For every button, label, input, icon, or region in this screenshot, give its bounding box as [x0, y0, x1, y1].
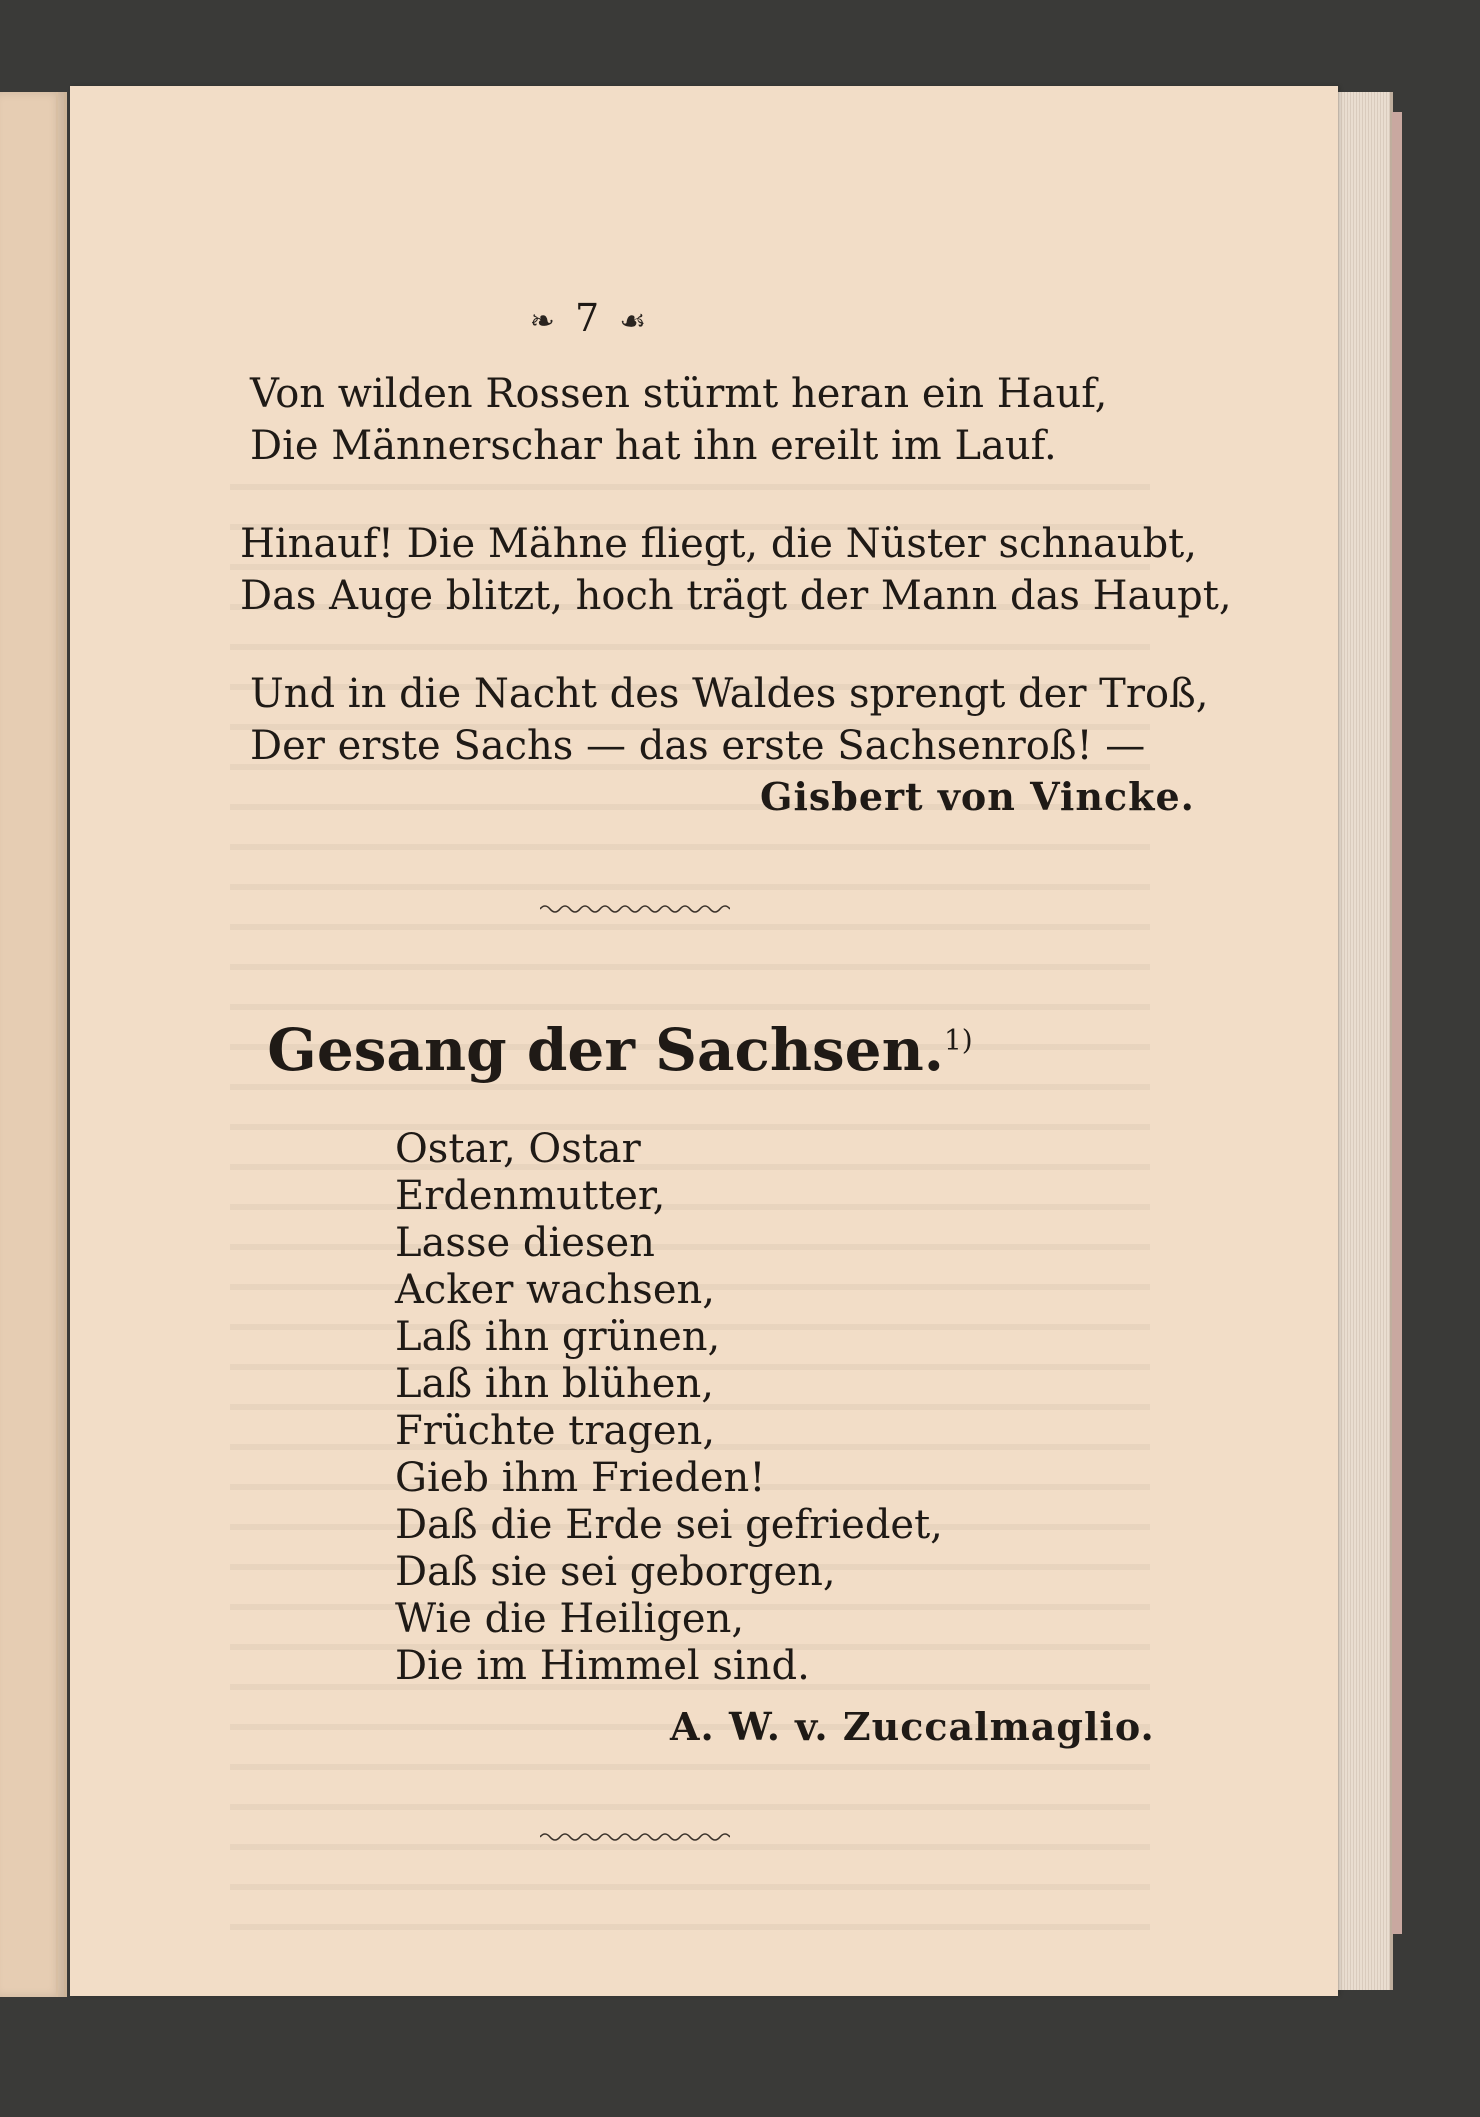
poem-line: Von wilden Rossen stürmt heran ein Hauf, [250, 371, 1108, 417]
book-page [70, 86, 1338, 1996]
song-line: Erdenmutter, [395, 1173, 666, 1219]
song-line: Daß sie sei geborgen, [395, 1549, 836, 1595]
poem-line: Das Auge blitzt, hoch trägt der Mann das Haupt, [240, 573, 1232, 619]
song-line: Laß ihn blühen, [395, 1361, 714, 1407]
page-stack-edge [1336, 92, 1393, 1990]
poem-stanza-1 [250, 368, 1107, 472]
song-line: Daß die Erde sei gefriedet, [395, 1502, 943, 1548]
left-ornament-icon: ❧ [529, 304, 559, 339]
page-header [70, 296, 1110, 340]
poem-line: Und in die Nacht des Waldes sprengt der Troß, [250, 671, 1209, 717]
song-author-signature: A. W. v. Zuccalmaglio. [670, 1704, 1155, 1749]
poem-line: Hinauf! Die Mähne fliegt, die Nüster schnaubt, [240, 521, 1197, 567]
song-title-text: Gesang der Sachsen. [267, 1016, 944, 1084]
page-number: 7 [575, 296, 604, 340]
song-line: Wie die Heiligen, [395, 1596, 745, 1642]
song-line: Gieb ihm Frieden! [395, 1455, 766, 1501]
song-line: Acker wachsen, [395, 1267, 715, 1313]
song-line: Laß ihn grünen, [395, 1314, 721, 1360]
poem-stanza-2 [240, 518, 1232, 622]
song-line: Die im Himmel sind. [395, 1643, 810, 1689]
poem-line: Der erste Sachs — das erste Sachsenroß! — [250, 723, 1146, 769]
poem-author-signature: Gisbert von Vincke. [760, 774, 1195, 819]
right-ornament-icon: ☙ [619, 304, 651, 339]
left-page-edge [0, 92, 67, 1997]
poem-line: Die Männerschar hat ihn ereilt im Lauf. [250, 423, 1057, 469]
song-text [395, 1126, 943, 1690]
wavy-divider-2 [540, 1830, 730, 1844]
song-line: Ostar, Ostar [395, 1126, 641, 1172]
wavy-divider-1 [540, 902, 730, 916]
song-line: Lasse diesen [395, 1220, 655, 1266]
song-title [70, 1016, 1170, 1084]
footnote-mark: 1) [943, 1023, 973, 1057]
song-line: Früchte tragen, [395, 1408, 716, 1454]
poem-stanza-3 [250, 668, 1208, 772]
